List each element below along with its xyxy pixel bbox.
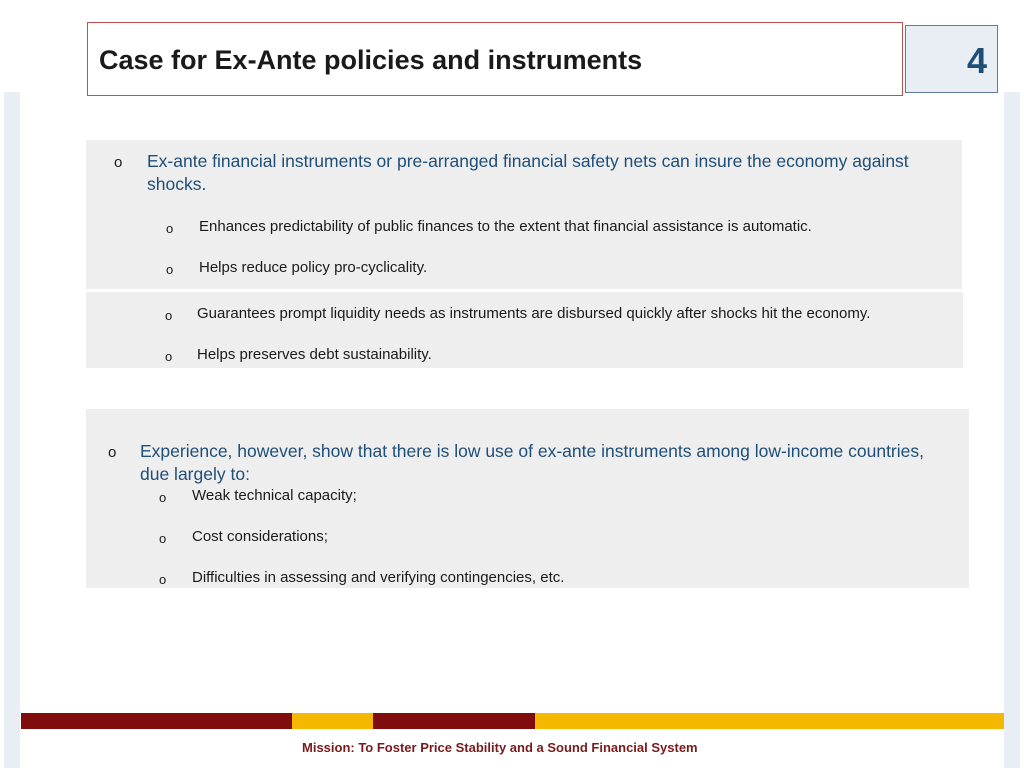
page-number-box bbox=[905, 25, 998, 93]
section2-sub-item: Difficulties in assessing and verifying contingencies, etc. bbox=[192, 569, 565, 586]
bullet-marker: o bbox=[114, 154, 123, 171]
section2-main-text: Experience, however, show that there is low use of ex-ante instruments among low-income countries, due largely to: bbox=[140, 441, 924, 484]
sub-bullet-marker: o bbox=[166, 262, 174, 277]
footer-bar-red bbox=[373, 713, 535, 729]
bullet-marker: o bbox=[108, 444, 117, 461]
section2-sub-item: Weak technical capacity; bbox=[192, 487, 357, 504]
sub-bullet-marker: o bbox=[165, 308, 173, 323]
section2-sub-item: Cost considerations; bbox=[192, 528, 328, 545]
right-side-strip bbox=[1004, 92, 1020, 768]
section1-sub-item: Helps reduce policy pro-cyclicality. bbox=[199, 259, 428, 276]
left-side-strip bbox=[4, 92, 20, 768]
section1-main-text: Ex-ante financial instruments or pre-arranged financial safety nets can insure the economy against shocks. bbox=[147, 151, 909, 194]
page-number: 4 bbox=[966, 40, 987, 81]
sub-bullet-marker: o bbox=[159, 531, 167, 546]
sub-bullet-marker: o bbox=[159, 490, 167, 505]
footer-bar-gold bbox=[292, 713, 373, 729]
mission-statement: Mission: To Foster Price Stability and a Sound Financial System bbox=[302, 740, 698, 755]
footer-bar-red bbox=[21, 713, 292, 729]
section1-sub-item: Enhances predictability of public finances to the extent that financial assistance is automatic. bbox=[199, 218, 812, 235]
section1-sub-item: Guarantees prompt liquidity needs as instruments are disbursed quickly after shocks hit the economy. bbox=[197, 305, 871, 322]
sub-bullet-marker: o bbox=[166, 221, 174, 236]
section1-sub-item: Helps preserves debt sustainability. bbox=[197, 346, 432, 363]
footer-bar-gold bbox=[535, 713, 1004, 729]
sub-bullet-marker: o bbox=[159, 572, 167, 587]
slide-title: Case for Ex-Ante policies and instruments bbox=[99, 45, 643, 75]
sub-bullet-marker: o bbox=[165, 349, 173, 364]
title-box bbox=[87, 22, 903, 96]
